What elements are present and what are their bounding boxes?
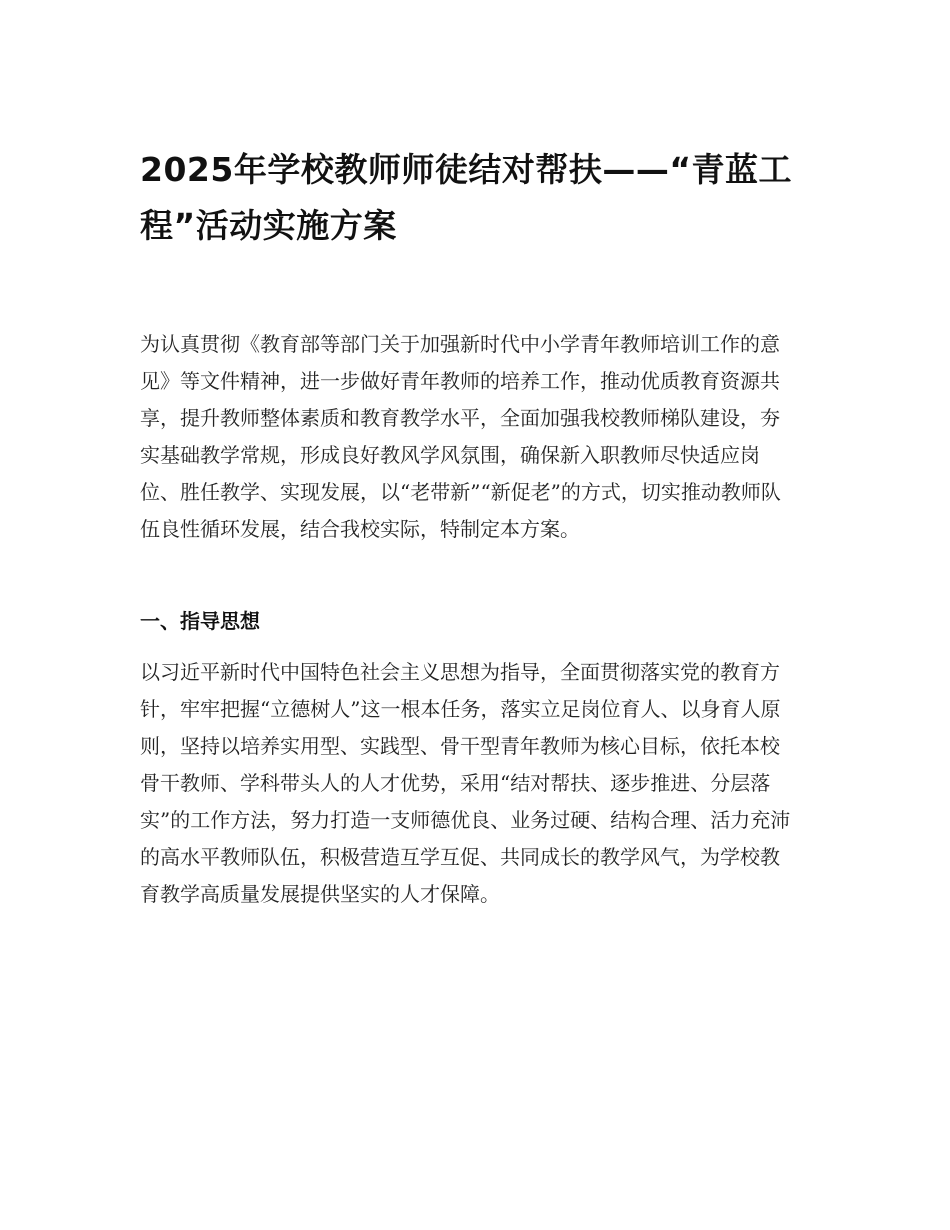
document-title: 2025年学校教师师徒结对帮扶——“青蓝工程”活动实施方案 (140, 150, 793, 245)
section-heading-guiding-ideology: 一、指导思想 (140, 609, 260, 633)
section-paragraph-guiding-ideology: 以习近平新时代中国特色社会主义思想为指导，全面贯彻落实党的教育方针，牢牢把握“立德树人”这一根本任务，落实立足岗位育人、以身育人原则，坚持以培养实用型、实践型、骨干型青年教师为核心目标，依托本校骨干教师、学科带头人的人才优势，采用“结对帮扶、逐步推进、分层落实”的工作方法，努力打造一支师德优良、业务过硬、结构合理、活力充沛的高水平教师队伍，积极营造互学互促、共同成长的教学风气，为学校教育教学高质量发展提供坚实的人才保障。 (140, 660, 791, 906)
intro-paragraph: 为认真贯彻《教育部等部门关于加强新时代中小学青年教师培训工作的意见》等文件精神，进一步做好青年教师的培养工作，推动优质教育资源共享，提升教师整体素质和教育教学水平，全面加强我校教师梯队建设，夯实基础教学常规，形成良好教风学风氛围，确保新入职教师尽快适应岗位、胜任教学、实现发展，以“老带新”“新促老”的方式，切实推动教师队伍良性循环发展，结合我校实际，特制定本方案。 (140, 332, 781, 541)
